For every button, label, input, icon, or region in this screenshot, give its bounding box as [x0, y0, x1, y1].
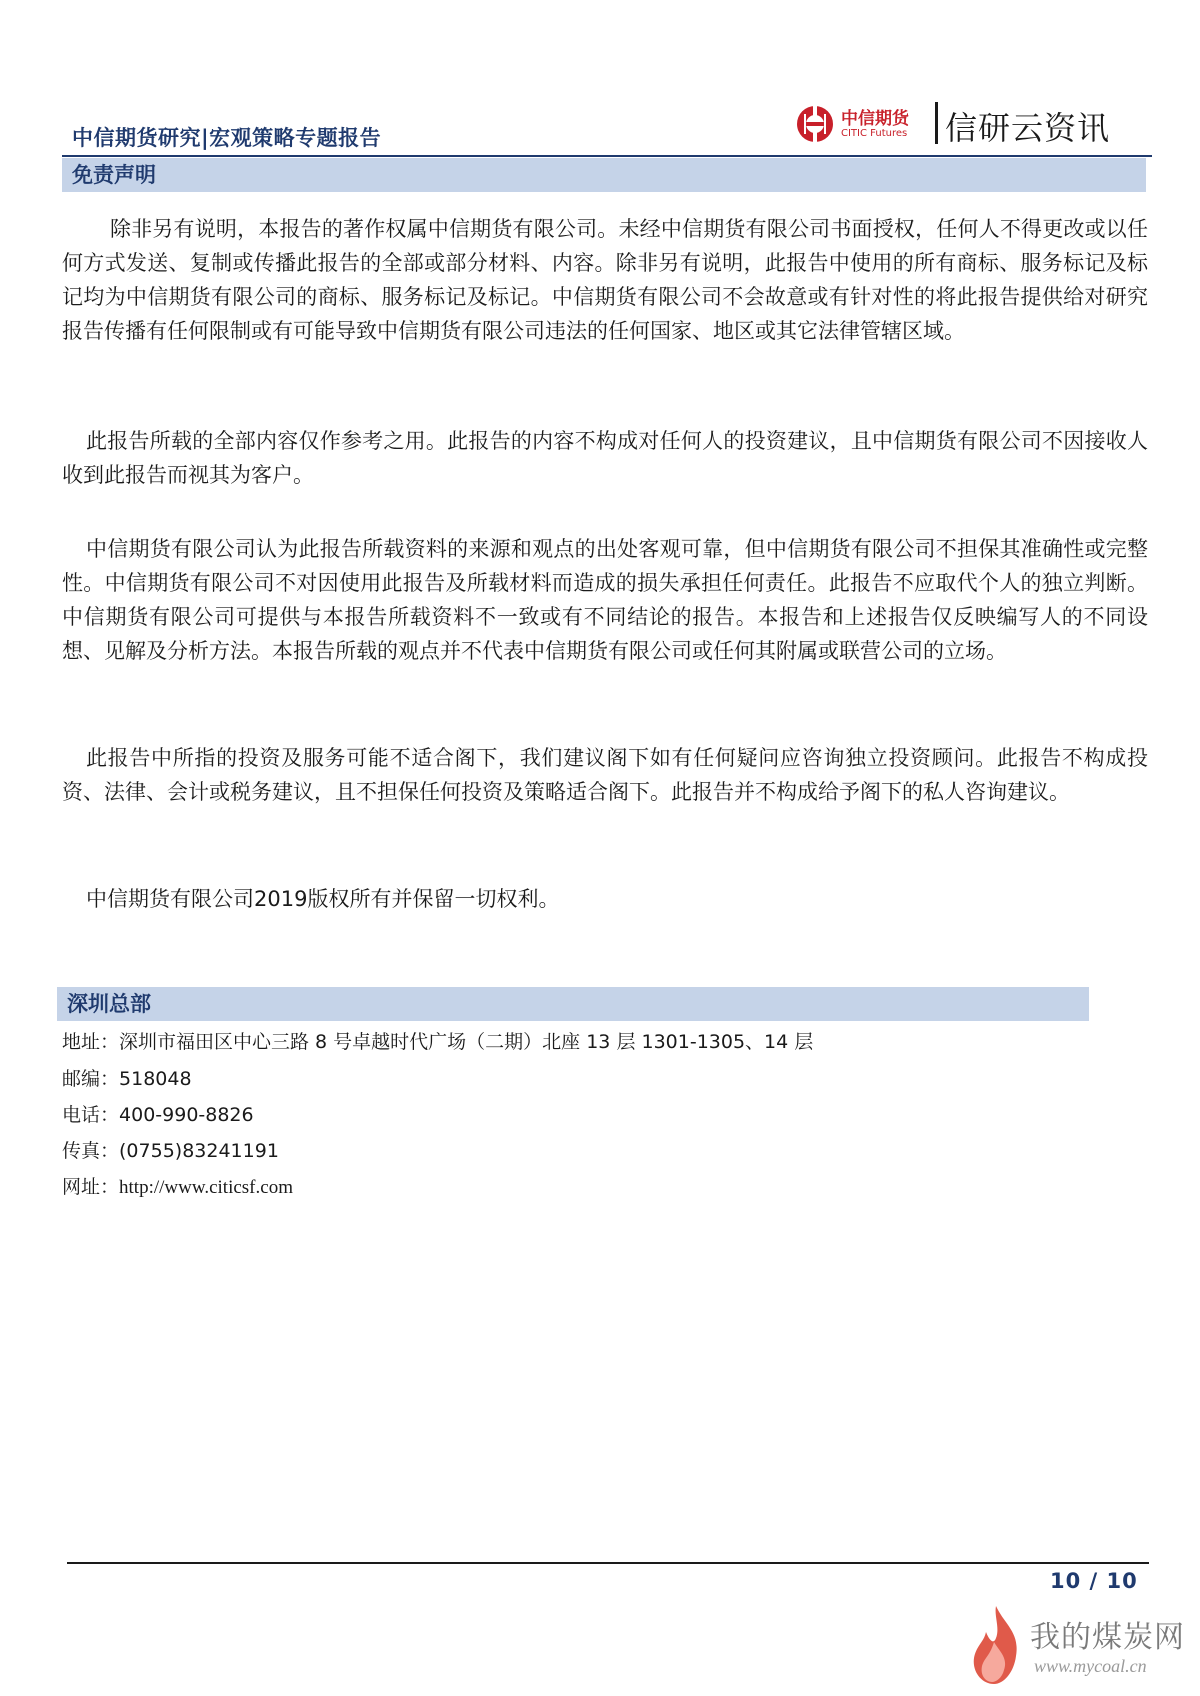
fax-label: 传真：: [62, 1140, 120, 1162]
website-row: [62, 1174, 293, 1201]
phone-value: 400-990-8826: [119, 1104, 254, 1126]
report-series-title: 中信期货研究|宏观策略专题报告: [72, 126, 382, 150]
page-number: 10 / 10: [1050, 1569, 1138, 1593]
address-value: 深圳市福田区中心三路 8 号卓越时代广场（二期）北座 13 层 1301-1305、14 层: [119, 1031, 814, 1053]
watermark-site-name: 我的煤炭网: [1030, 1620, 1185, 1655]
brand-name: 信研云资讯: [945, 109, 1111, 147]
disclaimer-heading: 免责声明: [62, 158, 1146, 192]
watermark: [958, 1598, 1198, 1694]
postcode-label: 邮编：: [62, 1068, 120, 1090]
flame-icon: [964, 1602, 1028, 1688]
address-label: 地址：: [62, 1031, 120, 1053]
citic-logo-icon: [795, 104, 835, 144]
watermark-url: www.mycoal.cn: [1034, 1656, 1147, 1676]
website-label: 网址：: [62, 1176, 120, 1198]
office-heading: 深圳总部: [57, 987, 1089, 1021]
fax-value: (0755)83241191: [119, 1140, 279, 1162]
postcode-row: [62, 1066, 192, 1092]
disclaimer-paragraph: 此报告所载的全部内容仅作参考之用。此报告的内容不构成对任何人的投资建议，且中信期货有限公司不因接收人收到此报告而视其为客户。: [62, 429, 1148, 487]
postcode-value: 518048: [119, 1068, 192, 1090]
fax-row: [62, 1138, 279, 1164]
address-row: [62, 1029, 813, 1055]
website-link[interactable]: http://www.citicsf.com: [119, 1177, 293, 1198]
disclaimer-paragraph: 除非另有说明，本报告的著作权属中信期货有限公司。未经中信期货有限公司书面授权，任何人不得更改或以任何方式发送、复制或传播此报告的全部或部分材料、内容。除非另有说明，此报告中使用的所有商标、服务标记及标记均为中信期货有限公司的商标、服务标记及标记。中信期货有限公司不会故意或有针对性的将此报告提供给对研究报告传播有任何限制或有可能导致中信期货有限公司违法的任何国家、地区或其它法律管辖区域。: [62, 217, 1148, 343]
logo-divider: [935, 102, 938, 144]
logo-company-name-cn: 中信期货: [841, 109, 909, 129]
phone-row: [62, 1102, 254, 1128]
phone-label: 电话：: [62, 1104, 120, 1126]
footer-rule: [67, 1562, 1149, 1564]
header-rule: [62, 155, 1152, 157]
copyright-statement: 中信期货有限公司2019版权所有并保留一切权利。: [86, 887, 560, 911]
disclaimer-paragraph: 中信期货有限公司认为此报告所载资料的来源和观点的出处客观可靠，但中信期货有限公司不担保其准确性或完整性。中信期货有限公司不对因使用此报告及所载材料而造成的损失承担任何责任。此报告不应取代个人的独立判断。中信期货有限公司可提供与本报告所载资料不一致或有不同结论的报告。本报告和上述报告仅反映编写人的不同设想、见解及分析方法。本报告所载的观点并不代表中信期货有限公司或任何其附属或联营公司的立场。: [62, 537, 1148, 663]
disclaimer-paragraph: 此报告中所指的投资及服务可能不适合阁下，我们建议阁下如有任何疑问应咨询独立投资顾问。此报告不构成投资、法律、会计或税务建议，且不担保任何投资及策略适合阁下。此报告并不构成给予阁下的私人咨询建议。: [62, 746, 1148, 804]
logo-company-name-en: CITIC Futures: [841, 128, 908, 139]
company-logo: [795, 100, 1125, 150]
